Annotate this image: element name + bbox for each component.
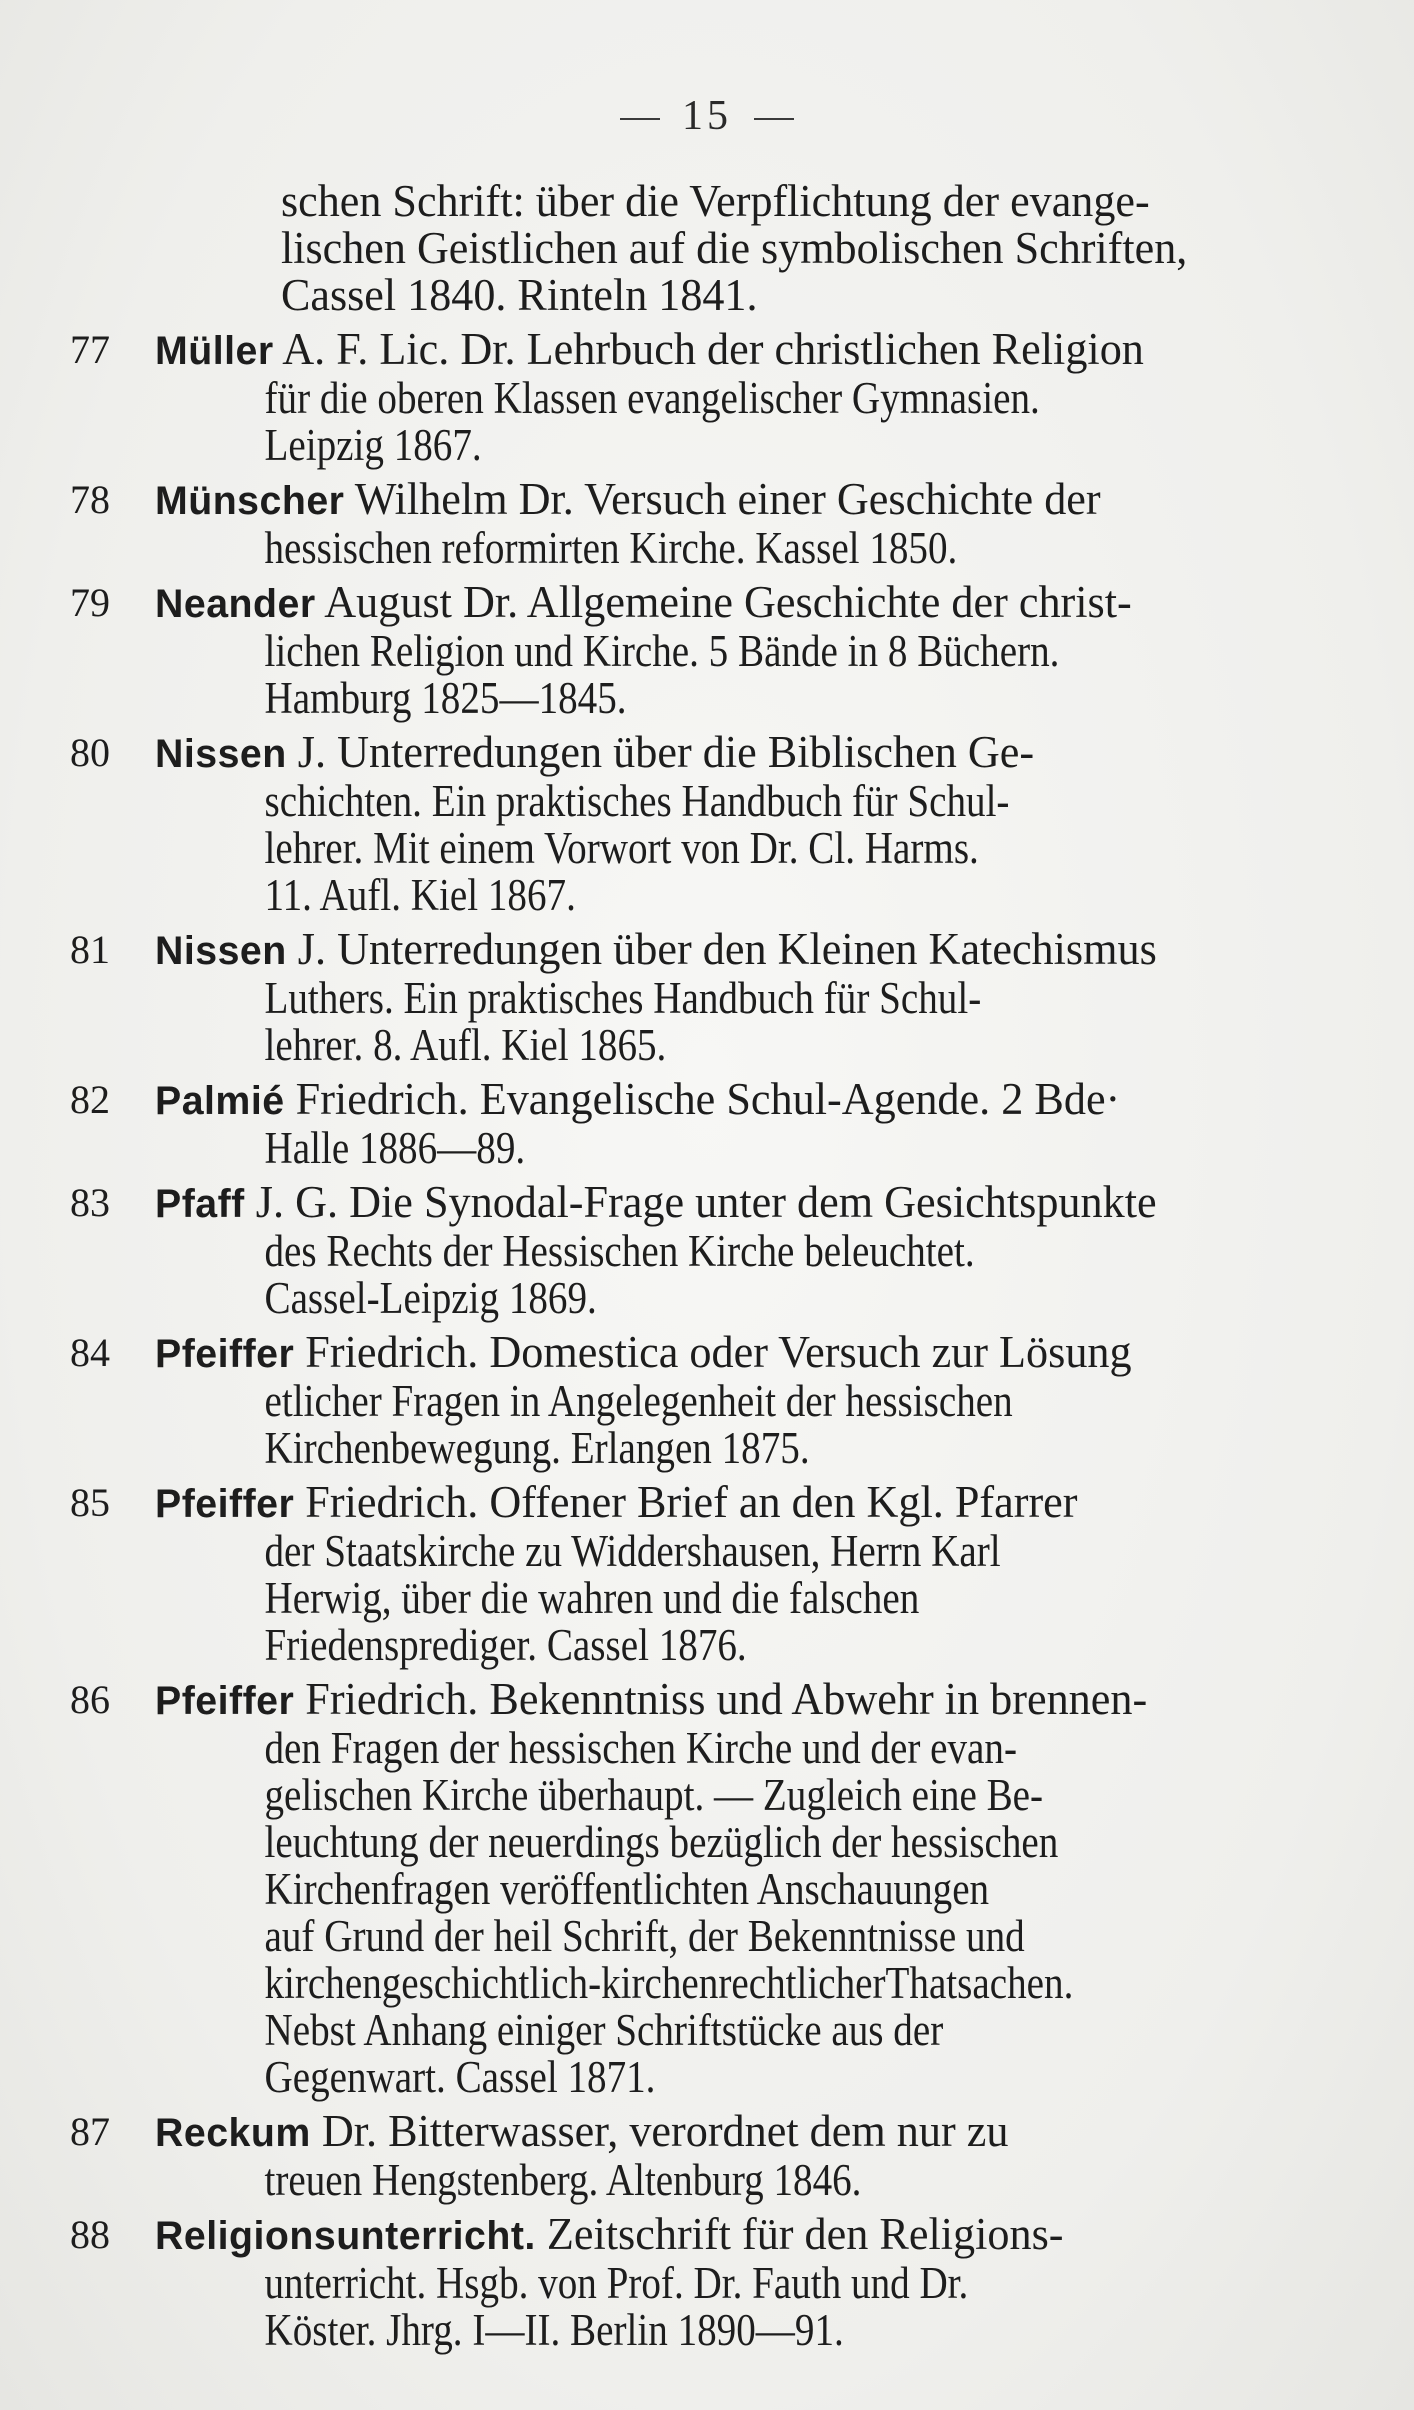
entry-line: lehrer. Mit einem Vorwort von Dr. Cl. Harms. bbox=[264, 823, 979, 873]
entry-number: 82 bbox=[70, 1077, 110, 1122]
entry-line: etlicher Fragen in Angelegenheit der hessischen bbox=[264, 1376, 1013, 1426]
entry-line bbox=[155, 1076, 1250, 1125]
entry-line: auf Grund der heil Schrift, der Bekenntnisse und bbox=[264, 1911, 1025, 1961]
entry-text: Friedrich. Bekenntniss und Abwehr in brennen- bbox=[305, 1674, 1148, 1724]
entry-number: 83 bbox=[70, 1180, 110, 1225]
entry-body bbox=[155, 326, 1270, 469]
entry-author: Nissen bbox=[155, 929, 287, 973]
entry-line: der Staatskirche zu Widdershausen, Herrn Karl bbox=[264, 1526, 1001, 1576]
entry-line: Friedensprediger. Cassel 1876. bbox=[264, 1620, 747, 1670]
entry-body bbox=[155, 926, 1270, 1069]
entry-text: Dr. Bitterwasser, verordnet dem nur zu bbox=[321, 2106, 1009, 2156]
header-dash-left bbox=[620, 118, 660, 120]
entry-author: Palmié bbox=[155, 1079, 285, 1123]
continued-entry bbox=[281, 178, 1270, 319]
entry-text: J. G. Die Synodal-Frage unter dem Gesichtspunkte bbox=[255, 1177, 1157, 1227]
entry-body bbox=[155, 476, 1270, 572]
entry-line: 11. Aufl. Kiel 1867. bbox=[264, 870, 576, 920]
entry-line bbox=[155, 579, 1250, 628]
entry-line: Luthers. Ein praktisches Handbuch für Schul- bbox=[264, 973, 982, 1023]
entry-number: 85 bbox=[70, 1480, 110, 1525]
entry-body bbox=[155, 2108, 1270, 2204]
page-header bbox=[0, 92, 1414, 140]
entry-line: hessischen reformirten Kirche. Kassel 1850. bbox=[264, 523, 958, 573]
entry-line: Kirchenfragen veröffentlichten Anschauungen bbox=[264, 1864, 990, 1914]
page-number: 15 bbox=[682, 93, 732, 139]
entry-line bbox=[155, 326, 1250, 375]
entry-number: 87 bbox=[70, 2109, 110, 2154]
entries bbox=[70, 326, 1270, 2354]
entry-line: Halle 1886—89. bbox=[264, 1123, 526, 1173]
bibliography-entry bbox=[70, 1179, 1270, 1322]
bibliography-entry bbox=[70, 2108, 1270, 2204]
entry-author: Nissen bbox=[155, 732, 287, 776]
entry-line: lehrer. 8. Aufl. Kiel 1865. bbox=[264, 1020, 667, 1070]
entry-line bbox=[155, 1179, 1250, 1228]
bibliography-entry bbox=[70, 926, 1270, 1069]
entry-number: 86 bbox=[70, 1677, 110, 1722]
entry-body bbox=[155, 729, 1270, 919]
continued-line: lischen Geistlichen auf die symbolischen Schriften, bbox=[281, 223, 1188, 273]
entry-line: des Rechts der Hessischen Kirche beleuchtet. bbox=[264, 1226, 975, 1276]
entry-body bbox=[155, 1479, 1270, 1669]
entry-author: Müller bbox=[155, 329, 274, 373]
entry-line: gelischen Kirche überhaupt. — Zugleich eine Be- bbox=[264, 1770, 1044, 1820]
entry-author: Neander bbox=[155, 582, 316, 626]
entry-number: 77 bbox=[70, 327, 110, 372]
entry-number: 80 bbox=[70, 730, 110, 775]
entry-line: Herwig, über die wahren und die falschen bbox=[264, 1573, 920, 1623]
entry-text: Friedrich. Evangelische Schul-Agende. 2 Bde· bbox=[295, 1074, 1121, 1124]
entry-line bbox=[155, 1329, 1250, 1378]
entry-line bbox=[155, 926, 1250, 975]
bibliography-entry bbox=[70, 476, 1270, 572]
entry-line: lichen Religion und Kirche. 5 Bände in 8 Büchern. bbox=[264, 626, 1060, 676]
entry-text: Zeitschrift für den Religions- bbox=[546, 2209, 1064, 2259]
entry-number: 88 bbox=[70, 2212, 110, 2257]
bibliography-entry bbox=[70, 326, 1270, 469]
entry-text: Wilhelm Dr. Versuch einer Geschichte der bbox=[354, 474, 1101, 524]
bibliography-entry bbox=[70, 579, 1270, 722]
entry-author: Reckum bbox=[155, 2111, 311, 2155]
entry-line: leuchtung der neuerdings bezüglich der hessischen bbox=[264, 1817, 1059, 1867]
entry-text: Friedrich. Domestica oder Versuch zur Lösung bbox=[305, 1327, 1132, 1377]
entry-line bbox=[155, 1479, 1250, 1528]
entry-text: A. F. Lic. Dr. Lehrbuch der christlichen Religion bbox=[282, 324, 1144, 374]
continued-line: schen Schrift: über die Verpflichtung der evange- bbox=[281, 176, 1150, 226]
entry-author: Religionsunterricht. bbox=[155, 2214, 536, 2258]
entry-line: unterricht. Hsgb. von Prof. Dr. Fauth und Dr. bbox=[264, 2258, 969, 2308]
entry-number: 81 bbox=[70, 927, 110, 972]
entry-author: Münscher bbox=[155, 479, 345, 523]
bibliography-entry bbox=[70, 1329, 1270, 1472]
entry-line: kirchengeschichtlich-kirchenrechtlicherThatsachen. bbox=[264, 1958, 1074, 2008]
entry-author: Pfeiffer bbox=[155, 1332, 295, 1376]
entry-line bbox=[155, 1676, 1250, 1725]
entry-line: treuen Hengstenberg. Altenburg 1846. bbox=[264, 2155, 862, 2205]
entry-author: Pfeiffer bbox=[155, 1679, 295, 1723]
entry-author: Pfeiffer bbox=[155, 1482, 295, 1526]
entry-line: Nebst Anhang einiger Schriftstücke aus der bbox=[264, 2005, 944, 2055]
entry-line bbox=[155, 729, 1250, 778]
bibliography-entry bbox=[70, 729, 1270, 919]
entry-text: J. Unterredungen über die Biblischen Ge- bbox=[297, 727, 1035, 777]
entry-line: Cassel-Leipzig 1869. bbox=[264, 1273, 597, 1323]
entry-body bbox=[155, 1179, 1270, 1322]
entry-line: Leipzig 1867. bbox=[264, 420, 482, 470]
entry-line bbox=[155, 476, 1250, 525]
bibliography-entry bbox=[70, 1479, 1270, 1669]
entry-line bbox=[155, 2211, 1250, 2260]
bibliography-entry bbox=[70, 1676, 1270, 2101]
entry-line: den Fragen der hessischen Kirche und der evan- bbox=[264, 1723, 1017, 1773]
entry-number: 78 bbox=[70, 477, 110, 522]
continued-line: Cassel 1840. Rinteln 1841. bbox=[281, 270, 758, 320]
bibliography-entry bbox=[70, 2211, 1270, 2354]
entry-body bbox=[155, 1329, 1270, 1472]
bibliography-list bbox=[70, 178, 1270, 2354]
entry-body bbox=[155, 1076, 1270, 1172]
entry-text: Friedrich. Offener Brief an den Kgl. Pfarrer bbox=[305, 1477, 1078, 1527]
bibliography-entry bbox=[70, 1076, 1270, 1172]
entry-line: Hamburg 1825—1845. bbox=[264, 673, 627, 723]
entry-author: Pfaff bbox=[155, 1182, 245, 1226]
entry-line: Gegenwart. Cassel 1871. bbox=[264, 2052, 656, 2102]
entry-body bbox=[155, 579, 1270, 722]
entry-number: 79 bbox=[70, 580, 110, 625]
entry-line: schichten. Ein praktisches Handbuch für Schul- bbox=[264, 776, 1010, 826]
entry-text: August Dr. Allgemeine Geschichte der christ- bbox=[324, 577, 1132, 627]
entry-text: J. Unterredungen über den Kleinen Katechismus bbox=[297, 924, 1157, 974]
entry-body bbox=[155, 2211, 1270, 2354]
entry-line: Köster. Jhrg. I—II. Berlin 1890—91. bbox=[264, 2305, 844, 2355]
header-dash-right bbox=[754, 118, 794, 120]
entry-body bbox=[155, 1676, 1270, 2101]
entry-line bbox=[155, 2108, 1250, 2157]
entry-line: Kirchenbewegung. Erlangen 1875. bbox=[264, 1423, 810, 1473]
entry-number: 84 bbox=[70, 1330, 110, 1375]
entry-line: für die oberen Klassen evangelischer Gymnasien. bbox=[264, 373, 1040, 423]
